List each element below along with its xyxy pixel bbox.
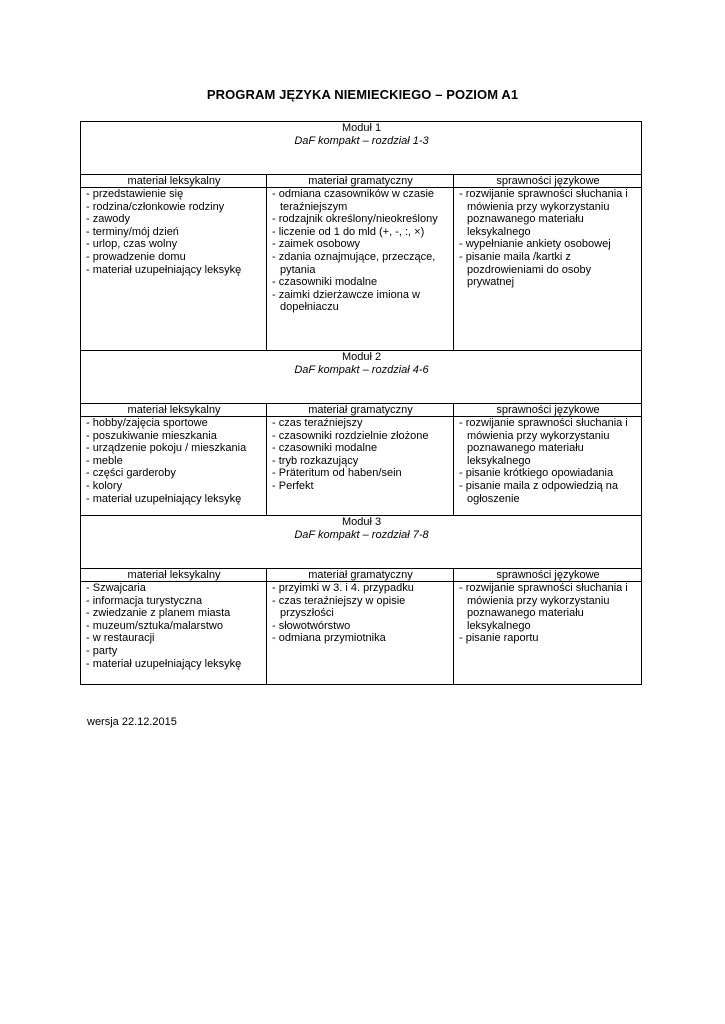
list-item: - terminy/mój dzień: [86, 226, 262, 239]
lexical-list: [86, 417, 262, 505]
list-item: - pisanie krótkiego opowiadania: [459, 467, 637, 480]
list-item: - czasowniki modalne: [272, 442, 449, 455]
list-item: - urządzenie pokoju / mieszkania: [86, 442, 262, 455]
list-item: - rozwijanie sprawności słuchania i mówienia przy wykorzystaniu poznawanego materiału leksykalnego: [459, 582, 637, 632]
list-item: - wypełnianie ankiety osobowej: [459, 238, 637, 251]
list-item: - kolory: [86, 480, 262, 493]
program-table: [80, 121, 642, 685]
module-header: [81, 351, 642, 404]
list-item: - przedstawienie się: [86, 188, 262, 201]
list-item: - czas teraźniejszy w opisie przyszłości: [272, 595, 449, 620]
list-item: - pisanie maila z odpowiedzią na ogłoszenie: [459, 480, 637, 505]
list-item: - słowotwórstwo: [272, 620, 449, 633]
list-item: - pisanie maila /kartki z pozdrowieniami do osoby prywatnej: [459, 251, 637, 289]
column-header-row: [81, 175, 642, 188]
grammar-list: [272, 188, 449, 314]
list-item: - liczenie od 1 do mld (+, -, :, ×): [272, 226, 449, 239]
list-item: - urlop, czas wolny: [86, 238, 262, 251]
lexical-list: [86, 582, 262, 670]
lexical-list: [86, 188, 262, 276]
lexical-cell: [81, 417, 267, 516]
list-item: - czasowniki rozdzielnie złożone: [272, 430, 449, 443]
module-subtitle: DaF kompakt – rozdział 7-8: [294, 528, 429, 541]
module-subtitle: DaF kompakt – rozdział 1-3: [294, 134, 429, 147]
list-item: - rodzina/członkowie rodziny: [86, 201, 262, 214]
list-item: - prowadzenie domu: [86, 251, 262, 264]
list-item: - poszukiwanie mieszkania: [86, 430, 262, 443]
list-item: - materiał uzupełniający leksykę: [86, 493, 262, 506]
list-item: - informacja turystyczna: [86, 595, 262, 608]
skills-cell: [454, 582, 642, 685]
list-item: - odmiana czasowników w czasie teraźniejszym: [272, 188, 449, 213]
grammar-list: [272, 582, 449, 645]
list-item: - zawody: [86, 213, 262, 226]
grammar-cell: [267, 417, 454, 516]
column-header-row: [81, 569, 642, 582]
list-item: - muzeum/sztuka/malarstwo: [86, 620, 262, 633]
skills-cell: [454, 188, 642, 351]
skills-list: [459, 188, 637, 289]
module-name: Moduł 2: [341, 351, 382, 363]
version-note: wersja 22.12.2015: [87, 716, 177, 728]
module-header: [81, 122, 642, 175]
list-item: - Präteritum od haben/sein: [272, 467, 449, 480]
list-item: - party: [86, 645, 262, 658]
column-header: materiał leksykalny: [81, 404, 267, 417]
grammar-cell: [267, 582, 454, 685]
module-header-row: [81, 516, 642, 569]
module-content-row: [81, 417, 642, 516]
list-item: - rodzajnik określony/nieokreślony: [272, 213, 449, 226]
list-item: - zdania oznajmujące, przeczące, pytania: [272, 251, 449, 276]
module-content-row: [81, 582, 642, 685]
module-name: Moduł 3: [341, 516, 382, 528]
list-item: - meble: [86, 455, 262, 468]
skills-list: [459, 582, 637, 645]
list-item: - zwiedzanie z planem miasta: [86, 607, 262, 620]
list-item: - zaimki dzierżawcze imiona w dopełniaczu: [272, 289, 449, 314]
list-item: - części garderoby: [86, 467, 262, 480]
list-item: - materiał uzupełniający leksykę: [86, 264, 262, 277]
list-item: - tryb rozkazujący: [272, 455, 449, 468]
column-header-row: [81, 404, 642, 417]
list-item: - czasowniki modalne: [272, 276, 449, 289]
column-header: materiał gramatyczny: [267, 569, 454, 582]
list-item: - pisanie raportu: [459, 632, 637, 645]
list-item: - czas teraźniejszy: [272, 417, 449, 430]
list-item: - w restauracji: [86, 632, 262, 645]
column-header: materiał gramatyczny: [267, 404, 454, 417]
grammar-list: [272, 417, 449, 493]
column-header: materiał leksykalny: [81, 569, 267, 582]
skills-cell: [454, 417, 642, 516]
skills-list: [459, 417, 637, 505]
lexical-cell: [81, 582, 267, 685]
column-header: materiał leksykalny: [81, 175, 267, 188]
module-content-row: [81, 188, 642, 351]
module-subtitle: DaF kompakt – rozdział 4-6: [294, 363, 429, 376]
page-title: PROGRAM JĘZYKA NIEMIECKIEGO – POZIOM A1: [206, 87, 519, 102]
column-header: sprawności językowe: [454, 569, 642, 582]
column-header: sprawności językowe: [454, 404, 642, 417]
list-item: - zaimek osobowy: [272, 238, 449, 251]
module-header-row: [81, 351, 642, 404]
list-item: - przyimki w 3. i 4. przypadku: [272, 582, 449, 595]
lexical-cell: [81, 188, 267, 351]
list-item: - rozwijanie sprawności słuchania i mówienia przy wykorzystaniu poznawanego materiału leksykalnego: [459, 417, 637, 467]
module-header-row: [81, 122, 642, 175]
list-item: - Szwajcaria: [86, 582, 262, 595]
list-item: - odmiana przymiotnika: [272, 632, 449, 645]
list-item: - hobby/zajęcia sportowe: [86, 417, 262, 430]
column-header: sprawności językowe: [454, 175, 642, 188]
module-name: Moduł 1: [341, 122, 382, 134]
grammar-cell: [267, 188, 454, 351]
list-item: - materiał uzupełniający leksykę: [86, 658, 262, 671]
column-header: materiał gramatyczny: [267, 175, 454, 188]
module-header: [81, 516, 642, 569]
list-item: - rozwijanie sprawności słuchania i mówienia przy wykorzystaniu poznawanego materiału leksykalnego: [459, 188, 637, 238]
list-item: - Perfekt: [272, 480, 449, 493]
